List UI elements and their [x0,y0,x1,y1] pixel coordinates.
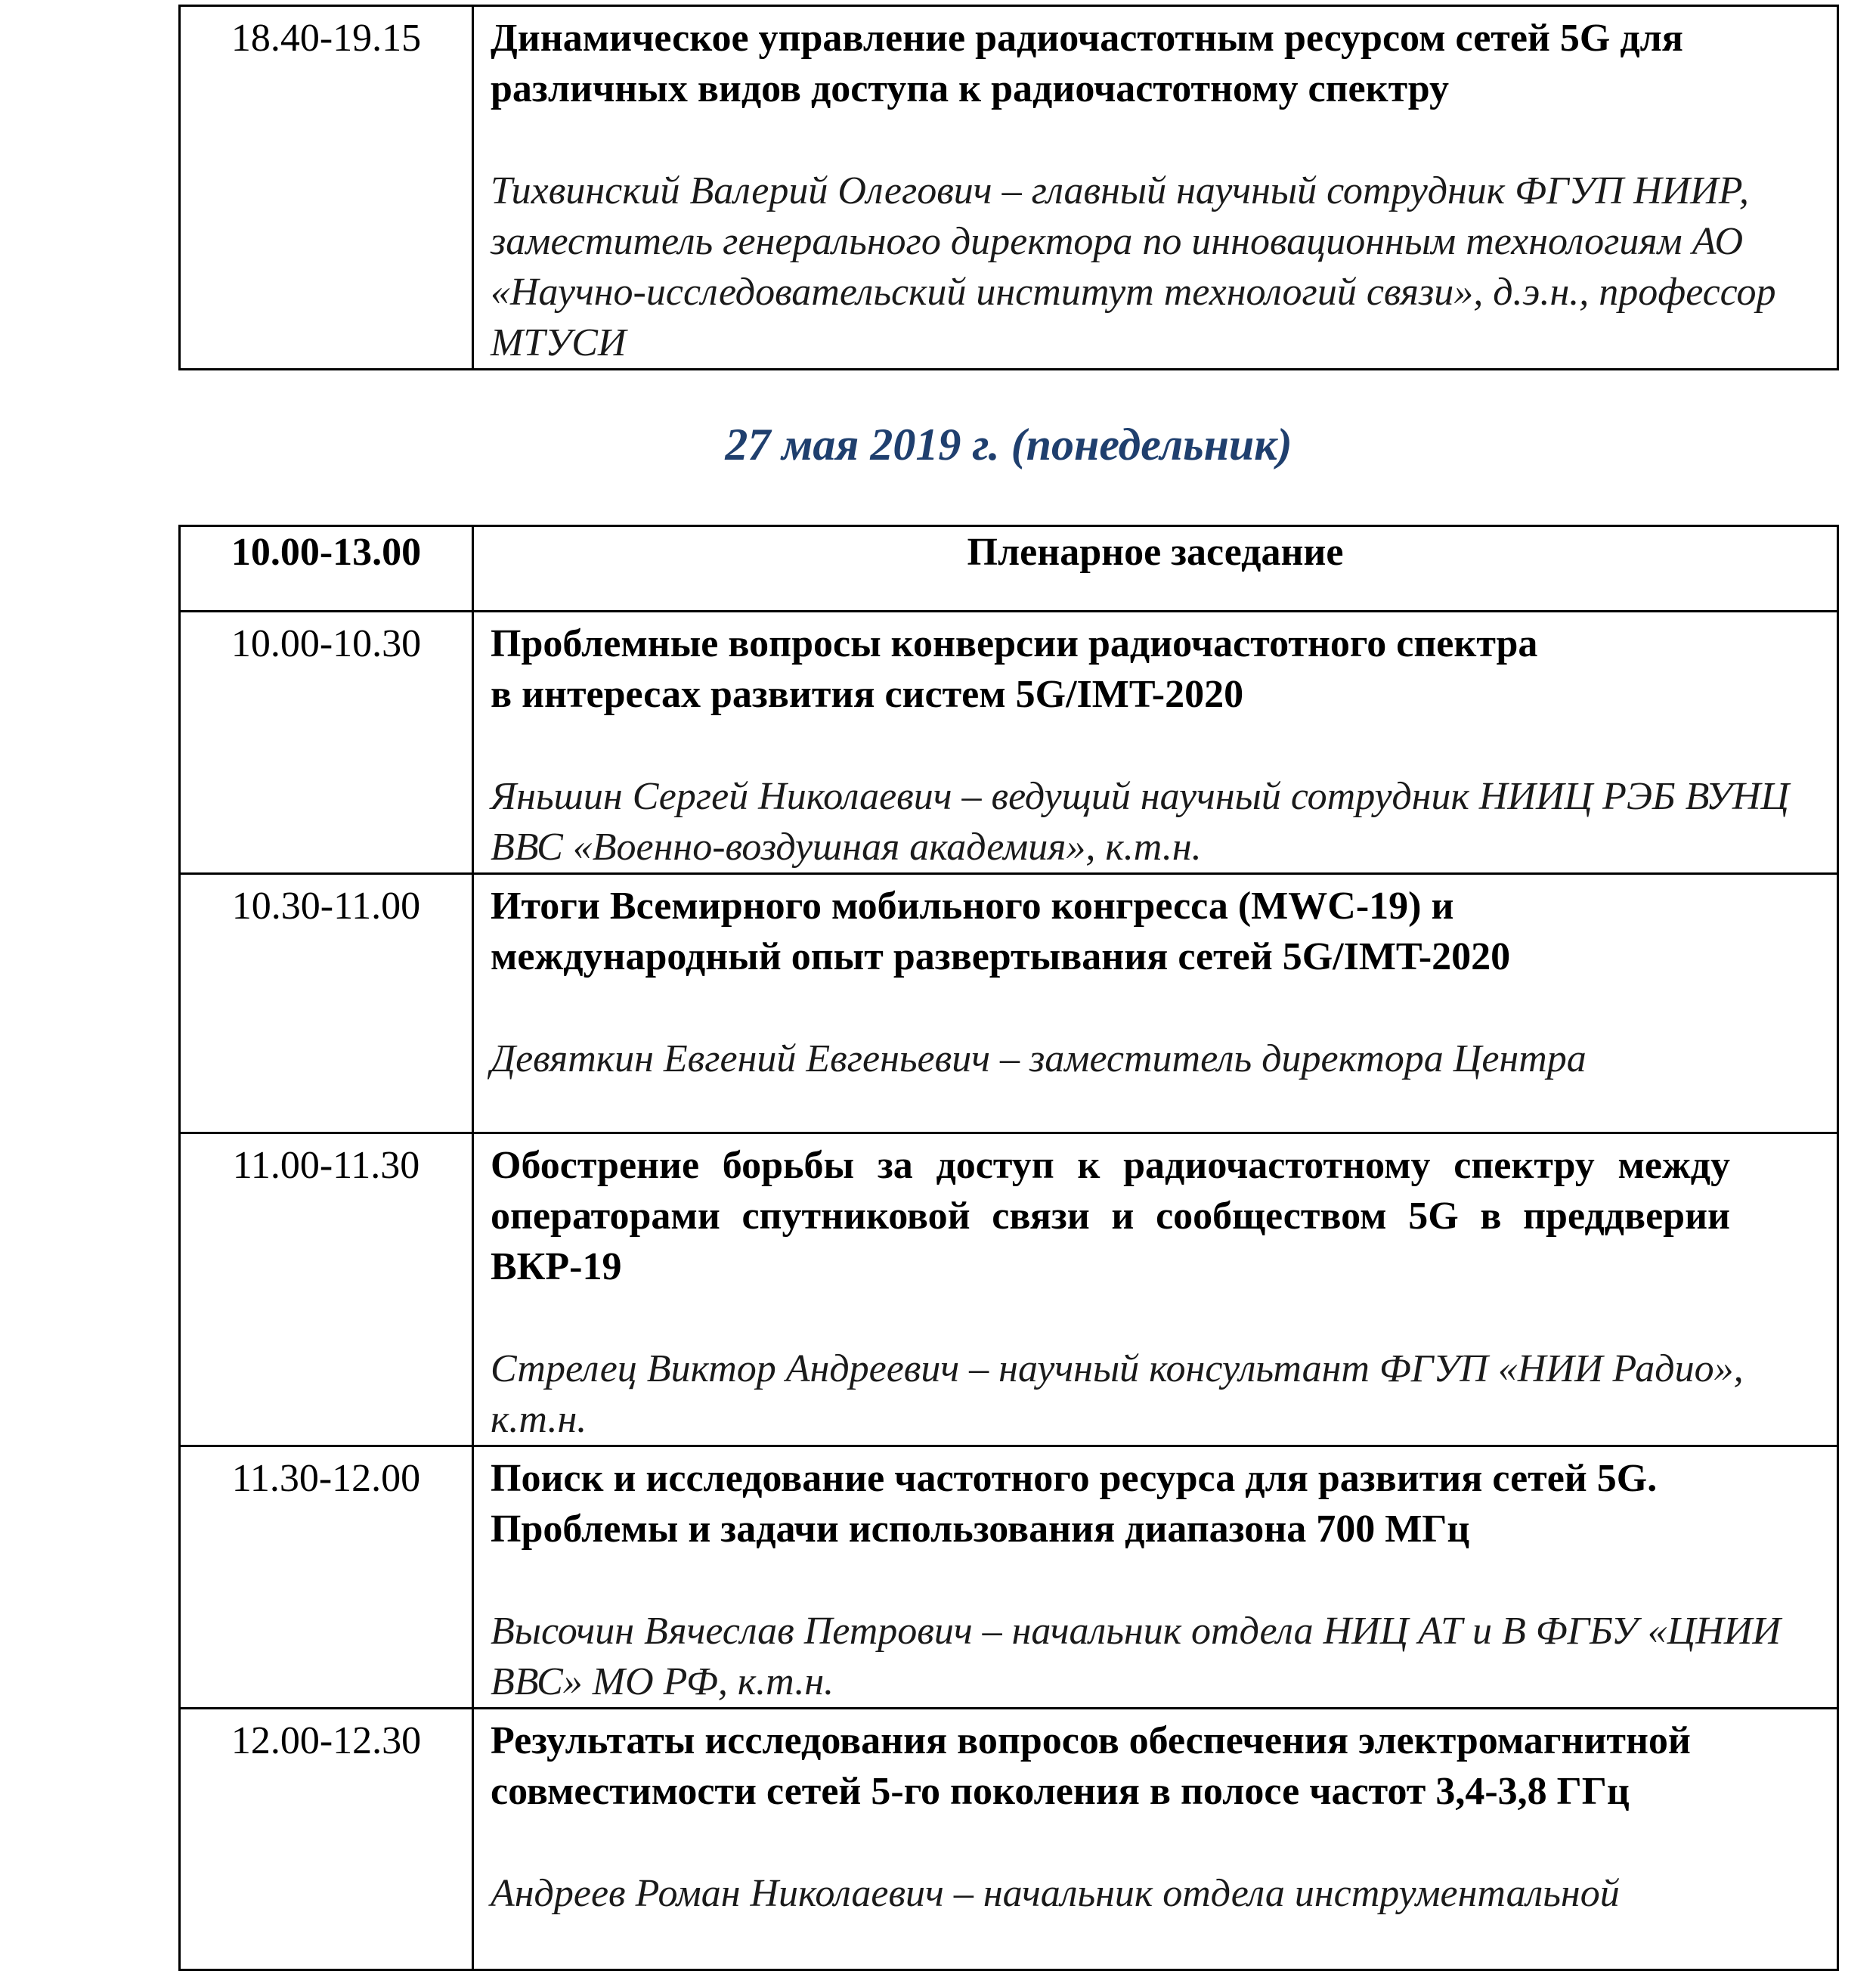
session-speaker: Девяткин Евгений Евгеньевич – заместитель директора Центра [491,1037,1587,1080]
session-speaker: Высочин Вячеслав Петрович – начальник отдела НИЦ АТ и В ФГБУ «ЦНИИ ВВС» МО РФ, к.т.н. [491,1610,1781,1703]
session-cell [473,1709,1838,1970]
session-speaker: Андреев Роман Николаевич – начальник отдела инструментальной [491,1872,1620,1915]
session-cell [473,874,1838,1133]
session-title: Проблемные вопросы конверсии радиочастотного спектра в интересах развития систем 5G/IMT-2020 [491,622,1538,716]
session-title: Поиск и исследование частотного ресурса для развития сетей 5G. Проблемы и задачи использования диапазона 700 МГц [491,1457,1658,1551]
table-row [180,1709,1838,1970]
day-heading: 27 мая 2019 г. (понедельник) [725,420,1292,470]
table-row [180,6,1838,370]
session-time: 10.00-10.30 [180,612,473,874]
session-time: 10.30-11.00 [180,874,473,1133]
session-title: Динамическое управление радиочастотным ресурсом сетей 5G для различных видов доступа к радиочастотному спектру [491,17,1683,110]
session-time: 12.00-12.30 [180,1709,473,1970]
plenary-title: Пленарное заседание [473,526,1838,612]
plenary-row [180,526,1838,612]
session-cell [473,6,1838,370]
session-cell [473,1133,1838,1446]
session-time: 18.40-19.15 [180,6,473,370]
session-time: 11.30-12.00 [180,1446,473,1709]
session-speaker: Стрелец Виктор Андреевич – научный консультант ФГУП «НИИ Радио», к.т.н. [491,1347,1744,1441]
session-speaker: Яньшин Сергей Николаевич – ведущий научный сотрудник НИИЦ РЭБ ВУНЦ ВВС «Военно-воздушная академия», к.т.н. [491,775,1790,869]
session-speaker: Тихвинский Валерий Олегович – главный научный сотрудник ФГУП НИИР, заместитель генерального директора по инновационным технологиям АО «Научно-исследовательский институт технологий связи», д.э.н., профессор МТУСИ [491,169,1776,364]
session-time: 11.00-11.30 [180,1133,473,1446]
session-cell [473,612,1838,874]
schedule-table [178,525,1839,1971]
table-row [180,1446,1838,1709]
schedule-table-previous-day [178,5,1839,370]
session-title: Итоги Всемирного мобильного конгресса (MWC-19) и международный опыт развертывания сетей 5G/IMT-2020 [491,885,1511,978]
session-title: Результаты исследования вопросов обеспечения электромагнитной совместимости сетей 5-го поколения в полосе частот 3,4-3,8 ГГц [491,1719,1691,1813]
table-row [180,1133,1838,1446]
session-cell [473,1446,1838,1709]
table-row [180,612,1838,874]
table-row [180,874,1838,1133]
session-title: Обострение борьбы за доступ к радиочастотному спектру между операторами спутниковой связи и сообществом 5G в преддверии ВКР-19 [491,1144,1730,1288]
plenary-time: 10.00-13.00 [180,526,473,612]
